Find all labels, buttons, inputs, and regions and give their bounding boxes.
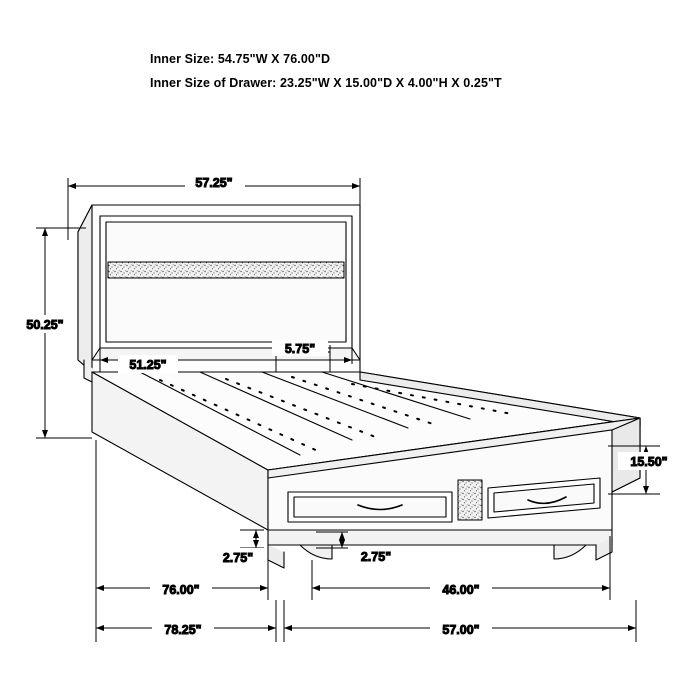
dim-foot-rail-left [210, 530, 266, 566]
dim-label-drawer-span-46: 46.00" [442, 583, 480, 597]
inner-drawer-size-note: Inner Size of Drawer: 23.25"W X 15.00"D X 4.00"H X 0.25"T [150, 76, 502, 90]
dim-label-depth-76: 76.00" [162, 583, 200, 597]
drawer-left [288, 492, 452, 522]
dim-label-foot-rail-right: 2.75" [360, 550, 392, 564]
dim-label-width-57: 57.00" [442, 623, 480, 637]
dim-label-footboard-height: 15.50" [630, 455, 668, 469]
dim-label-overall-height: 50.25" [26, 318, 64, 332]
inner-size-note: Inner Size: 54.75"W X 76.00"D [150, 52, 331, 66]
dim-label-foot-rail-left: 2.75" [222, 551, 254, 565]
dim-depth-78 [96, 600, 276, 642]
dim-label-depth-78: 78.25" [164, 623, 202, 637]
dim-label-top-width: 57.25" [195, 176, 233, 190]
dim-label-headboard-inner-width: 51.25" [129, 358, 167, 372]
dim-label-headboard-offset: 5.75" [284, 342, 316, 356]
dim-width-57 [284, 600, 636, 642]
